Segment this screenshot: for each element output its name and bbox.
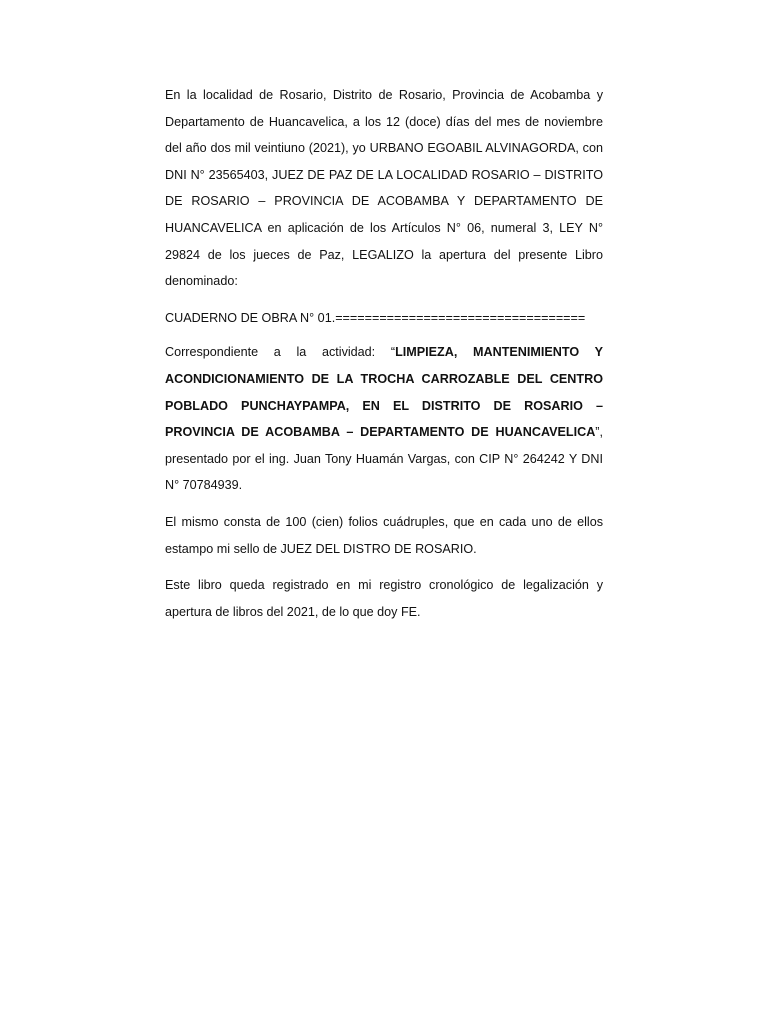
- paragraph-registration: Este libro queda registrado en mi registro cronológico de legalización y apertura de libros del 2021, de lo que doy FE.: [165, 578, 603, 619]
- document-body: [165, 82, 603, 635]
- paragraph-activity: [165, 339, 603, 499]
- paragraph-book-title: CUADERNO DE OBRA N° 01.==================================: [165, 310, 586, 325]
- activity-name: LIMPIEZA, MANTENIMIENTO Y ACONDICIONAMIENTO DE LA TROCHA CARROZABLE DEL CENTRO POBLADO PUNCHAYPAMPA, EN EL DISTRITO DE ROSARIO – PROVINCIA DE ACOBAMBA – DEPARTAMENTO DE HUANCAVELICA: [165, 345, 603, 440]
- paragraph-folios: El mismo consta de 100 (cien) folios cuádruples, que en cada uno de ellos estampo mi sello de JUEZ DEL DISTRO DE ROSARIO.: [165, 514, 603, 556]
- activity-prefix: Correspondiente a la actividad: “: [165, 345, 396, 360]
- paragraph-legalization-intro: En la localidad de Rosario, Distrito de Rosario, Provincia de Acobamba y Departamento de Huancavelica, a los 12 (doce) días del mes de noviembre del año dos mil veintiuno (2021), yo URBANO EGOABIL ALVINAGORDA, con DNI N° 23565403, JUEZ DE PAZ DE LA LOCALIDAD ROSARIO – DISTRITO DE ROSARIO – PROVINCIA DE ACOBAMBA Y DEPARTAMENTO DE HUANCAVELICA en aplicación de los Artículos N° 06, numeral 3, LEY N° 29824 de los jueces de Paz, LEGALIZO la apertura del presente Libro denominado:: [165, 88, 603, 289]
- activity-suffix: ”, presentado por el ing. Juan Tony Huamán Vargas, con CIP N° 264242 Y DNI N° 70784939.: [165, 425, 603, 493]
